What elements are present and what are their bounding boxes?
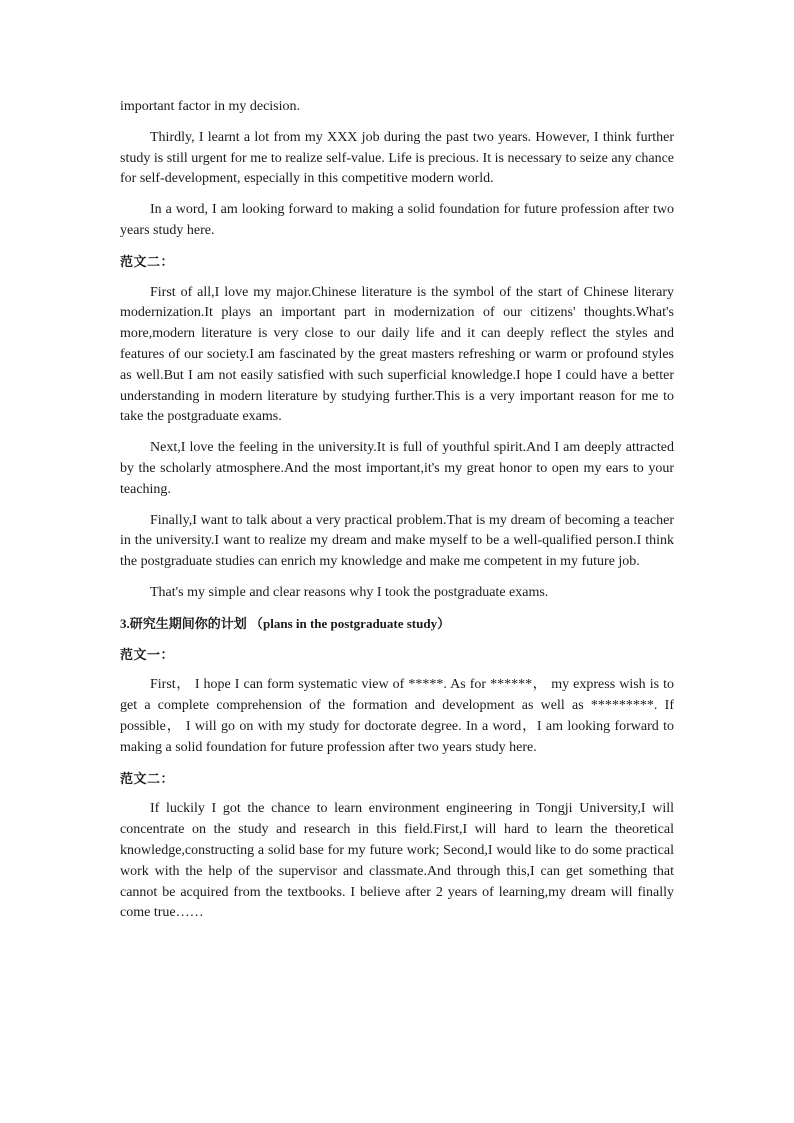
paragraph-closing: That's my simple and clear reasons why I took the postgraduate exams.: [150, 584, 549, 600]
paragraph-finally: Finally,I want to talk about a very practical problem.That is my dream of becoming a teacher in the university.I want to realize my dream and make myself to be a well-qualified person.I think the postgraduate studies can enrich my knowledge and make me competent in my future job.: [120, 512, 674, 570]
paragraph-in-a-word: In a word, I am looking forward to making a solid foundation for future profession after two years study here.: [120, 202, 674, 238]
section-heading: 3.研究生期间你的计划 （plans in the postgraduate study）: [120, 615, 451, 631]
sample-essay-label-3b: 范文二：: [120, 770, 175, 786]
paragraph-next: Next,I love the feeling in the university.It is full of youthful spirit.And I am deeply attracted by the scholarly atmosphere.And the most important,it's my great honor to open my ears to your teaching.: [120, 440, 674, 497]
sample-essay-label-2: 范文二：: [120, 253, 175, 269]
paragraph-first-of-all: First of all,I love my major.Chinese literature is the symbol of the start of Chinese literary modernization.It plays an important part in modernization of our citizens' thoughts.What's more,modern literature is very close to our daily life and it can deeply reflect the styles and features of our society.I am fascinated by the great masters refreshing or warm or profound styles as well.But I am not easily satisfied with such superficial knowledge.I hope I could have a better understanding in modern literature by studying further.This is a very important reason for me to take the postgraduate exams.: [120, 284, 674, 425]
page-content: [120, 97, 674, 934]
paragraph-plans-tongji: If luckily I got the chance to learn environment engineering in Tongji University,I will concentrate on the study and research in this field.First,I will hard to learn the theoretical knowledge,constructing a solid base for my future work; Second,I would like to do some practical work with the help of the supervisor and classmate.And through this,I can get something that cannot be acquired from the textbooks. I believe after 2 years of learning,my dream will finally come true……: [120, 801, 674, 921]
continued-paragraph: important factor in my decision.: [120, 99, 301, 114]
paragraph-plans-first: First， I hope I can form systematic view of *****. As for ******， my express wish is to get a complete comprehension of the formation and development as well as *********. If possible， I will go on with my study for doctorate degree. In a word，I am looking forward to making a solid foundation for future profession after two years study here.: [120, 677, 674, 755]
paragraph-thirdly: Thirdly, I learnt a lot from my XXX job during the past two years. However, I think further study is still urgent for me to realize self-value. Life is precious. It is necessary to seize any chance for self-development, especially in this competitive modern world.: [120, 129, 674, 187]
sample-essay-label-3a: 范文一：: [120, 646, 175, 662]
